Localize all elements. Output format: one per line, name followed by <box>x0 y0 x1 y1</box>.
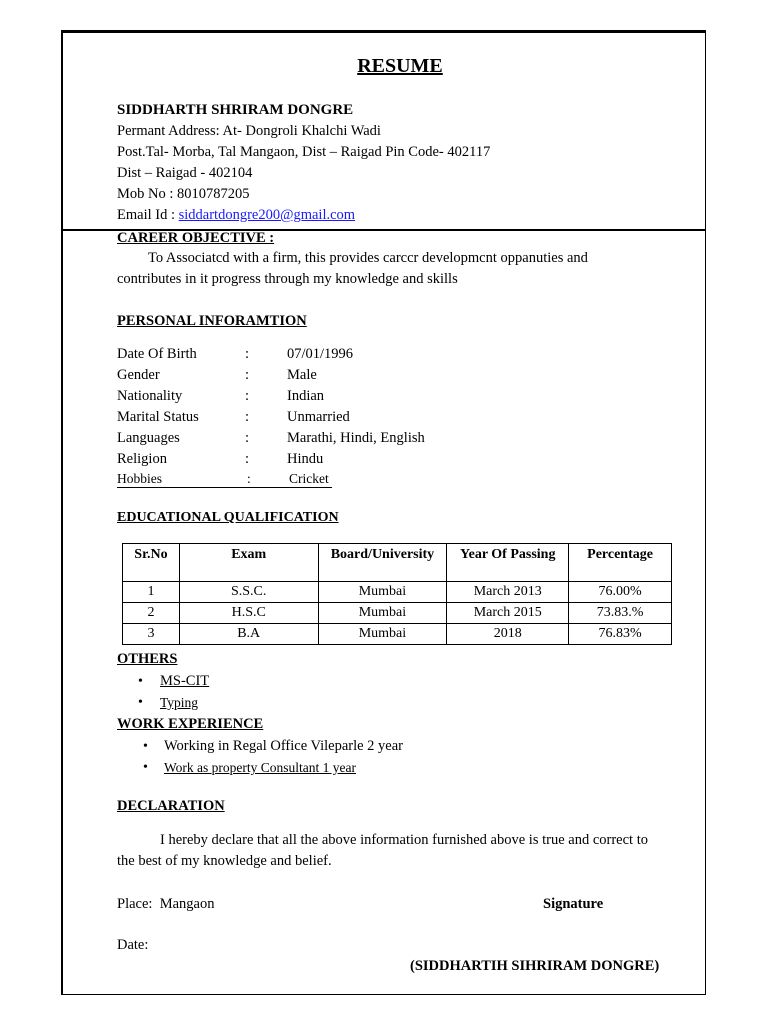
career-objective-line-1: To Associatcd with a firm, this provides carccr developmcnt oppanuties and <box>148 250 588 266</box>
others-item: Typing <box>160 695 199 710</box>
table-cell: Mumbai <box>318 603 447 624</box>
candidate-name: SIDDHARTH SHRIRAM DONGRE <box>117 102 354 118</box>
email-label: Email Id : <box>117 207 179 223</box>
email-row <box>117 207 355 224</box>
column-header: Exam <box>179 544 318 582</box>
others-heading: OTHERS <box>117 651 178 667</box>
resume-title: RESUME <box>357 55 443 77</box>
address-line-3: Dist – Raigad - 402104 <box>117 165 253 181</box>
dob-label: Date Of Birth <box>117 346 197 362</box>
table-cell: 3 <box>123 624 180 645</box>
address-line-1: Permant Address: At- Dongroli Khalchi Wadi <box>117 123 381 139</box>
table-cell: 2018 <box>447 624 569 645</box>
marital-status-colon: : <box>245 409 250 425</box>
nationality-value: Indian <box>287 388 325 404</box>
column-header: Board/University <box>318 544 447 582</box>
column-header: Sr.No <box>123 544 180 582</box>
hobbies-colon: : <box>247 471 251 486</box>
gender-colon: : <box>245 367 250 383</box>
table-header-row <box>123 544 672 582</box>
table-cell: Mumbai <box>318 624 447 645</box>
table-cell: Mumbai <box>318 582 447 603</box>
place-label: Place: <box>117 896 153 912</box>
signed-name: (SIDDHARTIH SIHRIRAM DONGRE) <box>410 958 660 974</box>
marital-status-label: Marital Status <box>117 409 199 425</box>
personal-information-heading: PERSONAL INFORAMTION <box>117 313 307 329</box>
address-line-2: Post.Tal- Morba, Tal Mangaon, Dist – Raigad Pin Code- 402117 <box>117 144 491 160</box>
declaration-heading: DECLARATION <box>117 798 225 814</box>
email-link[interactable]: siddartdongre200@gmail.com <box>178 207 356 223</box>
education-table <box>122 543 672 645</box>
table-cell: 76.83% <box>569 624 672 645</box>
marital-status-value: Unmarried <box>287 409 350 425</box>
religion-label: Religion <box>117 451 167 467</box>
declaration-line-1: I hereby declare that all the above information furnished above is true and correct to <box>160 832 648 848</box>
others-item: MS-CIT <box>160 673 210 689</box>
languages-label: Languages <box>117 430 180 446</box>
career-objective-heading: CAREER OBJECTIVE : <box>117 230 275 246</box>
gender-value: Male <box>287 367 317 383</box>
table-cell: 73.83.% <box>569 603 672 624</box>
table-cell: H.S.C <box>179 603 318 624</box>
table-row <box>123 624 672 645</box>
place-row <box>117 896 214 913</box>
bullet-icon: • <box>143 739 148 754</box>
work-item: Work as property Consultant 1 year <box>164 760 356 775</box>
gender-label: Gender <box>117 367 160 383</box>
bullet-icon: • <box>143 760 148 775</box>
nationality-label: Nationality <box>117 388 183 404</box>
column-header: Percentage <box>569 544 672 582</box>
nationality-colon: : <box>245 388 250 404</box>
place-value: Mangaon <box>159 896 215 912</box>
signature-label: Signature <box>543 896 604 912</box>
dob-value: 07/01/1996 <box>287 346 354 362</box>
table-cell: 2 <box>123 603 180 624</box>
table-cell: March 2013 <box>447 582 569 603</box>
table-cell: 76.00% <box>569 582 672 603</box>
education-heading: EDUCATIONAL QUALIFICATION <box>117 510 339 525</box>
mobile-number: Mob No : 8010787205 <box>117 186 250 202</box>
hobbies-value: Cricket <box>289 471 329 486</box>
bullet-icon: • <box>138 674 143 689</box>
date-label: Date: <box>117 937 149 953</box>
languages-colon: : <box>245 430 250 446</box>
hobbies-underline <box>117 487 332 488</box>
declaration-line-2: the best of my knowledge and belief. <box>117 853 332 869</box>
table-cell: 1 <box>123 582 180 603</box>
religion-value: Hindu <box>287 451 324 467</box>
table-cell: March 2015 <box>447 603 569 624</box>
table-cell: S.S.C. <box>179 582 318 603</box>
religion-colon: : <box>245 451 250 467</box>
table-row <box>123 603 672 624</box>
hobbies-label: Hobbies <box>117 471 162 486</box>
work-item: Working in Regal Office Vileparle 2 year <box>164 738 404 754</box>
work-experience-heading: WORK EXPERIENCE <box>117 716 264 732</box>
languages-value: Marathi, Hindi, English <box>287 430 425 446</box>
career-objective-line-2: contributes in it progress through my knowledge and skills <box>117 271 458 287</box>
bullet-icon: • <box>138 695 143 710</box>
dob-colon: : <box>245 346 250 362</box>
table-row <box>123 582 672 603</box>
column-header: Year Of Passing <box>447 544 569 582</box>
table-cell: B.A <box>179 624 318 645</box>
